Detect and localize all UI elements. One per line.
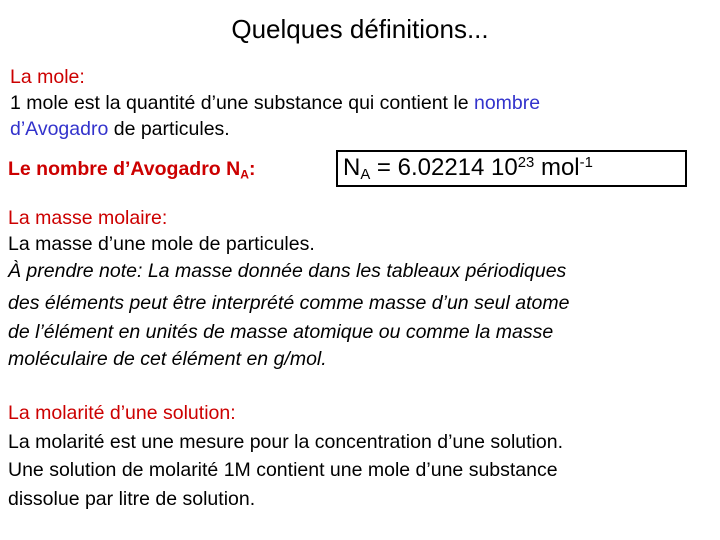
avogadro-label xyxy=(8,156,255,182)
mole-text: 1 mole est la quantité d’une substance qui contient le xyxy=(10,92,474,114)
masse-definition: La masse d’une mole de particules. xyxy=(8,233,315,255)
formula-unit: mol xyxy=(534,154,580,181)
formula-exponent: 23 xyxy=(517,154,535,171)
formula-sub: A xyxy=(360,167,371,184)
formula-unit-exponent: -1 xyxy=(579,154,593,171)
avogadro-link-part-2: d’Avogadro xyxy=(10,118,109,140)
masse-note-line-1: À prendre note: La masse donnée dans les tableaux périodiques xyxy=(8,260,567,282)
masse-note-line-4: moléculaire de cet élément en g/mol. xyxy=(8,348,327,370)
mole-definition-line-2 xyxy=(10,116,230,142)
molarite-heading: La molarité d’une solution: xyxy=(8,402,236,424)
mole-heading: La mole: xyxy=(10,66,85,88)
mole-definition-line-1 xyxy=(10,90,540,116)
avogadro-label-text: Le nombre d’Avogadro N xyxy=(8,158,241,180)
molarite-line-2: Une solution de molarité 1M contient une mole d’une substance xyxy=(8,459,558,481)
avogadro-label-sub: A xyxy=(240,167,249,182)
formula-value: = 6.02214 10 xyxy=(370,154,518,181)
page-title: Quelques définitions... xyxy=(231,14,489,44)
avogadro-formula xyxy=(343,154,593,182)
mole-text-end: de particules. xyxy=(108,118,230,140)
masse-note-line-3: de l’élément en unités de masse atomique ou comme la masse xyxy=(8,321,554,343)
masse-note-line-2: des éléments peut être interprété comme masse d’un seul atome xyxy=(8,292,570,314)
formula-n: N xyxy=(343,154,361,181)
molarite-line-1: La molarité est une mesure pour la concentration d’une solution. xyxy=(8,431,563,453)
molarite-line-3: dissolue par litre de solution. xyxy=(8,488,256,510)
masse-heading: La masse molaire: xyxy=(8,207,168,229)
avogadro-label-colon: : xyxy=(248,158,256,180)
avogadro-link-part-1: nombre xyxy=(473,92,541,114)
